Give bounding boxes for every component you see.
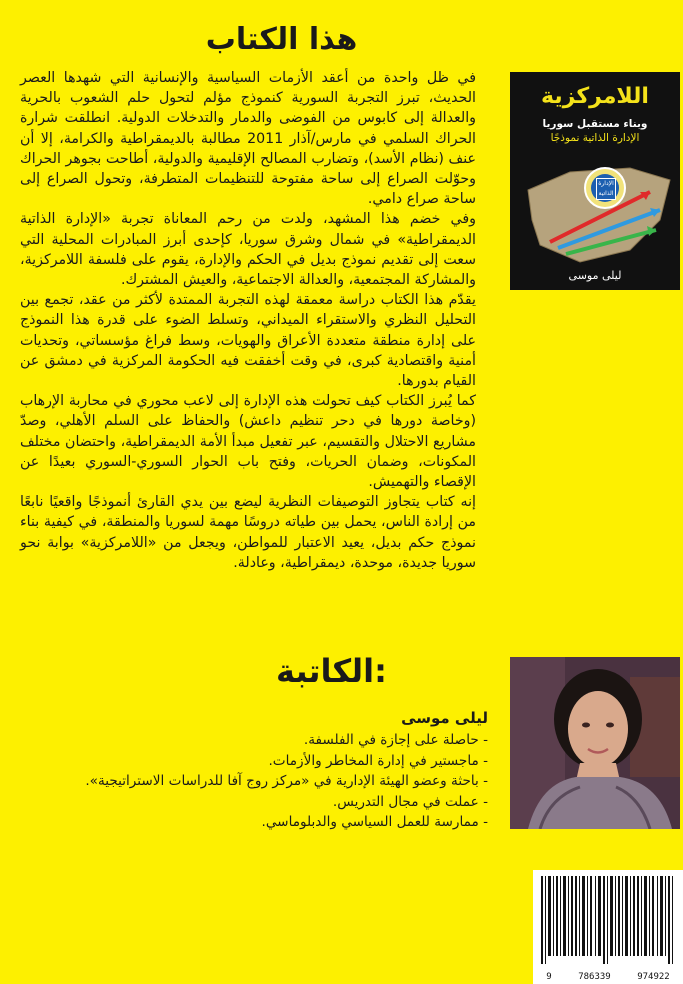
cover-subtitle-2: الإدارة الذاتية نموذجًا	[550, 132, 640, 144]
about-book-text	[20, 68, 476, 573]
credential-item: - ممارسة للعمل السياسي والدبلوماسي.	[261, 814, 488, 831]
author-portrait	[510, 657, 680, 829]
barcode-digit-group: 786339	[578, 972, 611, 982]
paragraph-2: وفي خضم هذا المشهد، ولدت من رحم المعاناة تجربة «الإدارة الذاتية الديمقراطية» في شمال وشرق سوريا، كإحدى أبرز المبادرات المحلية التي سعت إلى تقديم نموذج بديل في الحكم والإدارة، يقوم على فلسفة اللامركزية، والمشاركة المجتمعية، والعدالة الاجتماعية، والعيش المشترك.	[20, 211, 476, 289]
credential-item: - حاصلة على إجازة في الفلسفة.	[303, 732, 488, 748]
author-photo	[510, 657, 680, 829]
credential-item: - عملت في مجال التدريس.	[332, 793, 488, 810]
barcode-digit-group: 9	[546, 972, 552, 982]
syria-map-illustration	[510, 150, 680, 270]
barcode-bars	[533, 870, 683, 968]
cover-author-name: ليلى موسى	[568, 269, 622, 282]
author-section-title: الكاتبة:	[276, 652, 387, 690]
barcode-digit-group: 974922	[637, 972, 670, 982]
credential-item: - باحثة وعضو الهيئة الإدارية في «مركز روج آفا للدراسات الاستراتيجية».	[85, 773, 488, 790]
cover-title: اللامركزية	[541, 84, 649, 109]
front-cover-thumbnail	[510, 72, 680, 290]
cover-badge: الإدارة الذاتية	[596, 178, 616, 200]
paragraph-1: في ظل واحدة من أعقد الأزمات السياسية والإنسانية التي شهدها العصر الحديث، تبرز التجربة السورية كنموذج مؤلم لتحول حلم الشعوب بالحرية والعدالة إلى كابوس من الفوضى والدمار والتدخلات الدولية. انطلقت شرارة الحراك السلمي في مارس/آذار 2011 مطالبة بالديمقراطية والكرامة، إلا أن عنف (نظام الأسد)، وتضارب المصالح الإقليمية والدولية، أطاحت بجوهر الحراك وحوّلت الصراع إلى ساحة مفتوحة للتنظيمات المتطرفة، وتحول الصراع إلى ساحة صراع دامي.	[20, 70, 476, 208]
author-credentials	[85, 730, 488, 833]
cover-subtitle: وبناء مستقبل سوريا	[542, 118, 648, 130]
credential-item: - ماجستير في إدارة المخاطر والأزمات.	[268, 752, 488, 769]
barcode-digits	[533, 972, 683, 982]
isbn-barcode	[533, 870, 683, 984]
paragraph-5: إنه كتاب يتجاوز التوصيفات النظرية ليضع بين يدي القارئ أنموذجًا واقعيًا نابعًا من إرادة الناس، يحمل بين طياته دروسًا مهمة لسوريا والمنطقة، في كيفية بناء نموذج حكم بديل، يعيد الاعتبار للمواطن، ويجعل من «اللامركزية» بوابة نحو سوريا جديدة، موحدة، ديمقراطية، وعادلة.	[20, 494, 476, 571]
author-name: ليلى موسى	[401, 709, 488, 727]
paragraph-3: يقدّم هذا الكتاب دراسة معمقة لهذه التجربة الممتدة لأكثر من عقد، تجمع بين التحليل النظري والاستقراء الميداني، وتسلط الضوء على قدرة هذا النموذج على إدارة منطقة متعددة الأعراق والهويات، وسط فراغ مؤسساتي، وتحديات أمنية واقتصادية كبرى، في وقت أخفقت فيه الحكومة المركزية في دمشق عن القيام بدورها.	[20, 292, 476, 390]
about-book-title: هذا الكتاب	[205, 22, 358, 57]
paragraph-4: كما يُبرز الكتاب كيف تحولت هذه الإدارة إلى لاعب محوري في محاربة الإرهاب (وخاصة دورها في دحر تنظيم داعش) والحفاظ على السلم الأهلي، وصدّ مشاريع الاحتلال والتقسيم، عبر تفعيل مبدأ الأمة الديمقراطية، واحتضان مختلف المكونات، وضمان الحريات، وفتح باب الحوار السوري-السوري بعيدًا عن الإقصاء والتهميش.	[20, 393, 476, 491]
